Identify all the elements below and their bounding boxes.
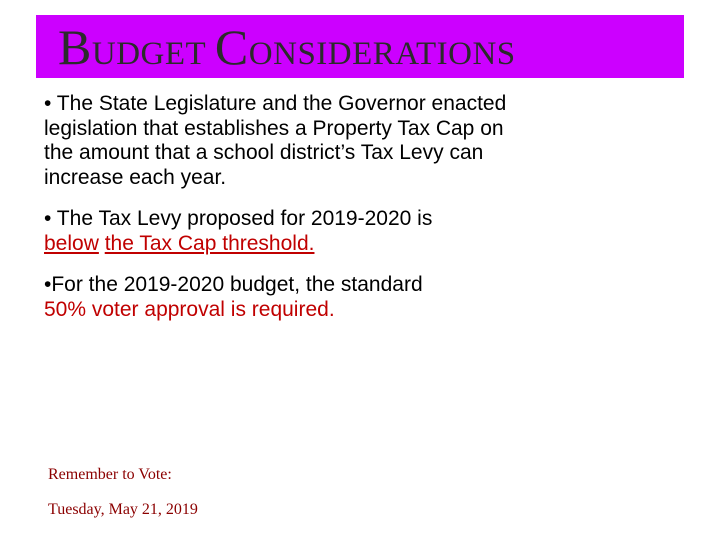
bullet-tax-cap: • The State Legislature and the Governor enacted legislation that establishes a Property Tax Cap on the amount that a school district’s Tax Levy can increase each year. xyxy=(44,92,507,189)
bullet-voter-approval xyxy=(44,273,524,322)
voter-approval-text: 50% voter approval is required. xyxy=(44,297,335,321)
tax-cap-threshold-text: the Tax Cap threshold. xyxy=(104,231,315,255)
bullet-tax-levy-lead: • The Tax Levy proposed for 2019-2020 is xyxy=(44,207,433,230)
title-word-onsiderations: ONSIDERATIONS xyxy=(248,36,516,72)
remember-to-vote: Remember to Vote: xyxy=(48,466,172,483)
title-bar xyxy=(36,15,684,78)
slide-title xyxy=(58,17,516,84)
below-text: below xyxy=(44,231,99,255)
title-word-udget: UDGET xyxy=(91,36,207,72)
bullet-voter-approval-lead: •For the 2019-2020 budget, the standard xyxy=(44,273,423,296)
title-initial-b: B xyxy=(58,19,92,75)
vote-date: Tuesday, May 21, 2019 xyxy=(48,501,198,518)
bullet-tax-levy xyxy=(44,207,524,256)
title-initial-c: C xyxy=(214,19,249,75)
bullet-list xyxy=(44,92,524,339)
